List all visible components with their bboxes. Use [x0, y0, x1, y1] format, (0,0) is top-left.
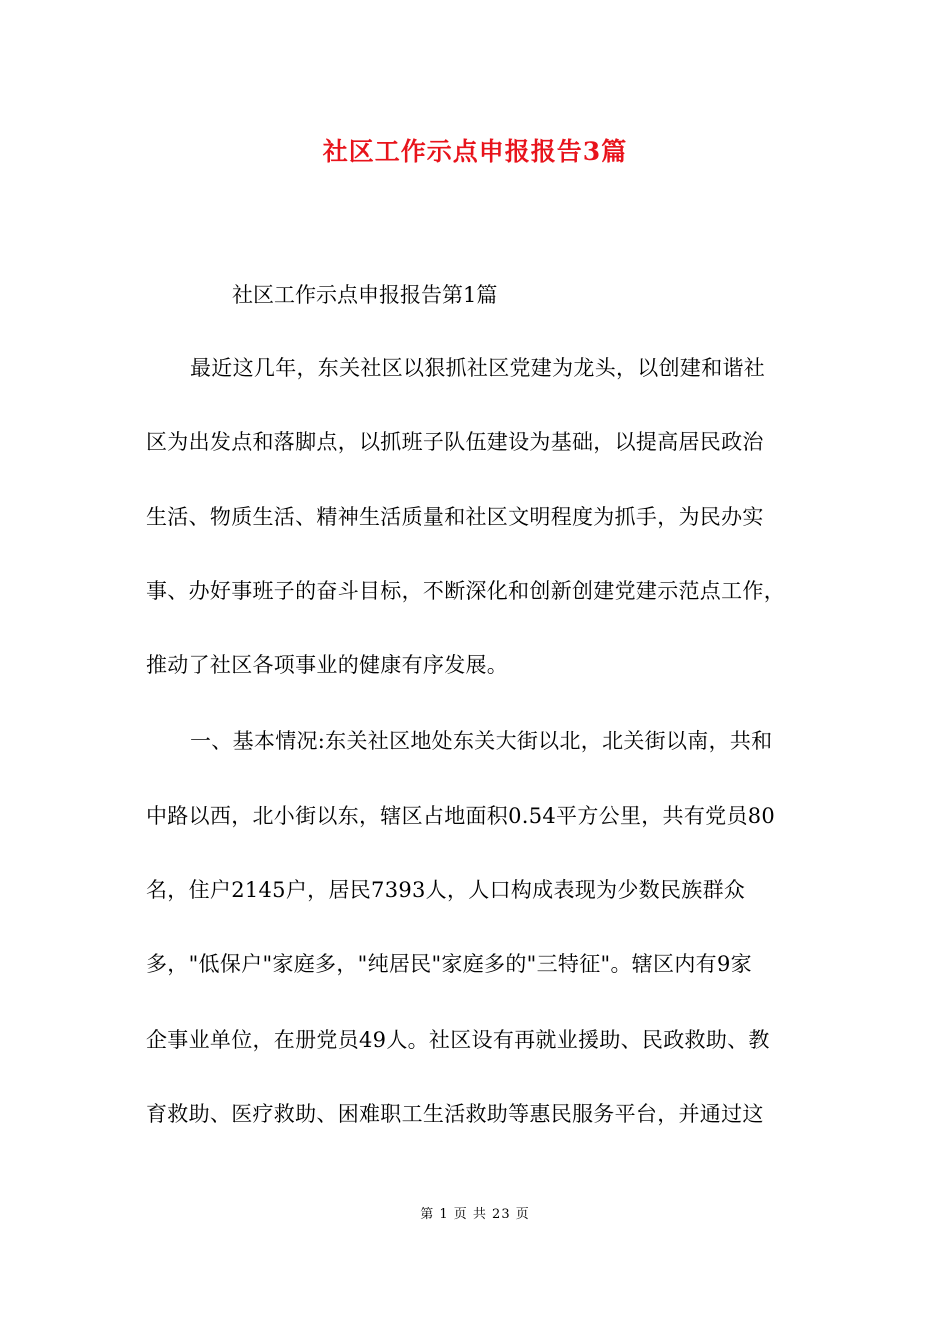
- paragraph-2-line-5: 企事业单位，在册党员49人。社区设有再就业援助、民政救助、教: [146, 1028, 770, 1052]
- paragraph-1-line-4: 事、办好事班子的奋斗目标，不断深化和创新创建党建示范点工作，: [146, 579, 785, 603]
- paragraph-1-line-5: 推动了社区各项事业的健康有序发展。: [146, 653, 509, 677]
- paragraph-2-line-1: 一、基本情况:东关社区地处东关大街以北，北关街以南，共和: [190, 729, 773, 753]
- section-heading: 社区工作示点申报报告第1篇: [232, 283, 498, 307]
- page-number-footer: 第 1 页 共 23 页: [420, 1207, 530, 1222]
- paragraph-1-line-1: 最近这几年，东关社区以狠抓社区党建为龙头，以创建和谐社: [190, 356, 766, 380]
- paragraph-2-line-4: 多，"低保户"家庭多，"纯居民"家庭多的"三特征"。辖区内有9家: [146, 952, 752, 976]
- paragraph-2-line-6: 育救助、医疗救助、困难职工生活救助等惠民服务平台，并通过这: [146, 1102, 764, 1126]
- document-title: 社区工作示点申报报告3篇: [322, 137, 628, 166]
- paragraph-2-line-3: 名，住户2145户，居民7393人，人口构成表现为少数民族群众: [146, 878, 746, 902]
- paragraph-2-line-2: 中路以西，北小街以东，辖区占地面积0.54平方公里，共有党员80: [146, 804, 776, 828]
- paragraph-1-line-3: 生活、物质生活、精神生活质量和社区文明程度为抓手，为民办实: [146, 505, 764, 529]
- paragraph-1-line-2: 区为出发点和落脚点，以抓班子队伍建设为基础，以提高居民政治: [146, 430, 764, 454]
